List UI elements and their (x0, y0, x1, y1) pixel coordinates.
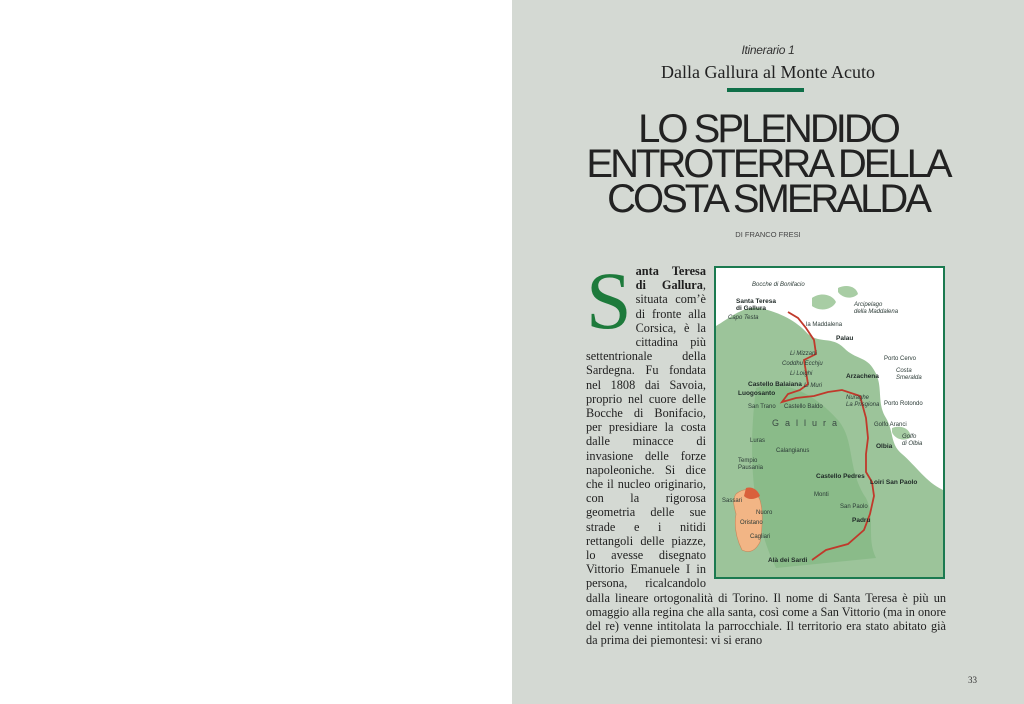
itinerary-kicker: Itinerario 1 (741, 43, 795, 57)
title-line-1: LO SPLENDIDO (638, 107, 898, 151)
label-cagliari: Cagliari (750, 534, 771, 540)
label-luogosanto: Luogosanto (738, 390, 776, 397)
label-nuoro: Nuoro (756, 510, 773, 516)
label-padru: Padru (852, 517, 871, 524)
label-tempio-1: Tempio (738, 458, 758, 464)
label-golfo-olbia-2: di Olbia (902, 441, 923, 447)
label-castello-pedres: Castello Pedres (816, 473, 865, 480)
page-number: 33 (968, 675, 977, 685)
label-luras: Luras (750, 438, 766, 444)
label-golfo-olbia-1: Golfo (902, 434, 917, 440)
label-costa-2: Smeralda (896, 375, 922, 381)
label-santa-teresa-1: Santa Teresa (736, 298, 776, 305)
label-castello-balaiana: Castello Balaiana (748, 381, 802, 388)
label-arcipelago-2: della Maddalena (854, 309, 899, 315)
label-capo-testa: Capo Testa (728, 315, 759, 321)
title-line-2: ENTROTERRA DELLA (586, 142, 950, 186)
label-porto-cervo: Porto Cervo (884, 356, 917, 362)
label-li-lolghi: Li Loighi (790, 371, 813, 377)
label-olbia: Olbia (876, 443, 893, 450)
label-san-trano: San Trano (748, 404, 776, 410)
drop-cap: S (586, 255, 632, 346)
body-paragraph-wide: ricalcandolo dalla lineare ortogonalità di Torino. Il nome di Santa Teresa è più un omaggio alla regina che alla santa, così come a San Vittorio (ma in onore del re) venne intitolata la parrocchiale. Il territorio era stato abitato già da prima dei piemontesi: vi si erano (586, 576, 946, 648)
label-bocche: Bocche di Bonifacio (752, 282, 805, 288)
itinerary-map (714, 266, 945, 579)
label-oristano: Oristano (740, 520, 763, 526)
body-paragraph-narrow: , situata com’è di fronte alla Corsica, è la cittadina più settentrionale della Sardegna. Fu fondata nel 1808 dai Savoia, proprio nel cuore delle Bocche di Bonifacio, per presidiare la costa dalle minacce di invasione delle forze napoleoniche. Si dice che il nucleo originario, con la rigorosa geometria delle sue strade e i nitidi rettangoli delle piazze, lo avesse disegnato Vittorio Emanuele I in persona, (586, 278, 706, 591)
label-li-muri: Li Muri (804, 383, 823, 389)
label-calangianus: Calangianus (776, 448, 810, 454)
label-coddhu-ecchju: Coddhu Ecchju (782, 361, 823, 367)
article-subtitle: Dalla Gallura al Monte Acuto (661, 62, 875, 82)
map-graphic (716, 268, 943, 577)
label-nuraghe-2: La Prisgiona (846, 402, 880, 408)
label-la-maddalena: la Maddalena (806, 322, 843, 328)
label-tempio-2: Pausania (738, 465, 764, 471)
label-castello-baldo: Castello Baldo (784, 404, 823, 410)
byline: DI FRANCO FRESI (735, 230, 801, 239)
article-title (552, 107, 984, 221)
green-divider (727, 88, 804, 92)
label-santa-teresa-2: di Gallura (736, 305, 766, 312)
label-arzachena: Arzachena (846, 373, 879, 380)
label-gallura: Gallura (772, 418, 844, 428)
label-golfo-aranci: Golfo Aranci (874, 422, 907, 428)
right-page (512, 0, 1024, 704)
title-line-3: COSTA SMERALDA (607, 177, 929, 221)
label-sassari: Sassari (722, 498, 743, 504)
label-costa-1: Costa (896, 368, 912, 374)
label-monti: Monti (814, 492, 829, 498)
label-palau: Palau (836, 335, 854, 342)
label-ala-dei-sardi: Alà dei Sardi (768, 557, 808, 564)
label-li-mizzani: Li Mizzani (790, 351, 817, 357)
label-loiri: Loiri San Paolo (870, 479, 918, 486)
label-nuraghe-1: Nuraghe (846, 395, 870, 401)
lead-place-name: anta Teresa di Gallura (635, 264, 706, 293)
label-san-paolo: San Paolo (840, 504, 868, 510)
label-porto-rotondo: Porto Rotondo (884, 401, 923, 407)
label-arcipelago-1: Arcipelago (854, 302, 883, 308)
